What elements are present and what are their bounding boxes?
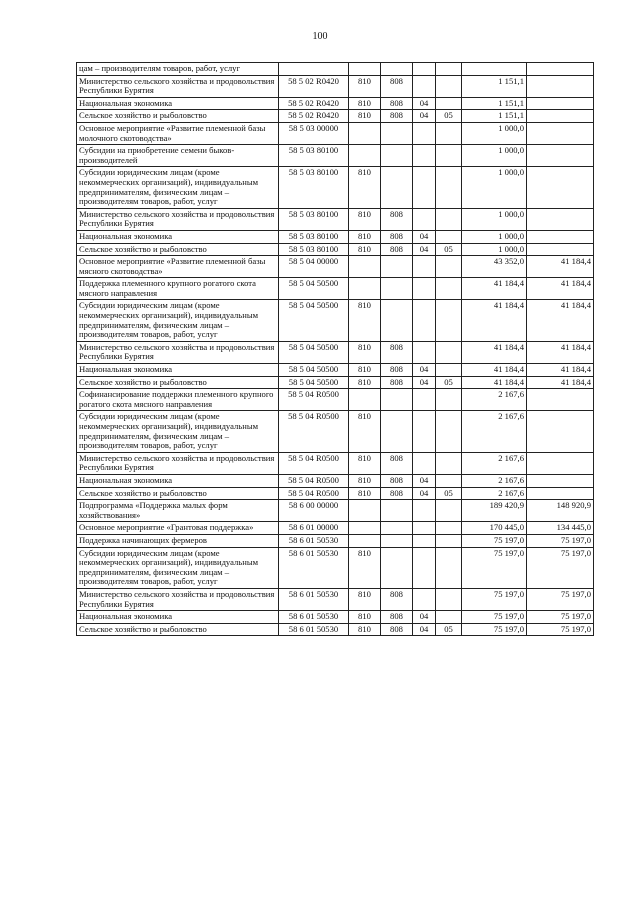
dept-cell bbox=[381, 300, 413, 341]
name-cell: Сельское хозяйство и рыболовство bbox=[77, 487, 279, 500]
amount-cell: 1 151,1 bbox=[462, 97, 527, 110]
table-row bbox=[77, 376, 594, 389]
amount-cell: 2 167,6 bbox=[462, 411, 527, 452]
dept-cell bbox=[381, 167, 413, 208]
amount-cell: 41 184,4 bbox=[462, 278, 527, 300]
grbs-cell: 810 bbox=[349, 243, 381, 256]
name-cell: Сельское хозяйство и рыболовство bbox=[77, 376, 279, 389]
section-cell bbox=[413, 300, 436, 341]
amount-next-cell bbox=[527, 75, 594, 97]
code-cell: 58 5 04 R0500 bbox=[279, 452, 349, 474]
amount-next-cell bbox=[527, 452, 594, 474]
grbs-cell: 810 bbox=[349, 167, 381, 208]
grbs-cell: 810 bbox=[349, 75, 381, 97]
section-cell: 04 bbox=[413, 230, 436, 243]
name-cell: Министерство сельского хозяйства и продовольствия Республики Бурятия bbox=[77, 588, 279, 610]
code-cell: 58 6 01 50530 bbox=[279, 611, 349, 624]
subsection-cell bbox=[436, 63, 462, 76]
code-cell: 58 5 04 R0500 bbox=[279, 487, 349, 500]
grbs-cell: 810 bbox=[349, 474, 381, 487]
grbs-cell: 810 bbox=[349, 547, 381, 588]
name-cell: Поддержка племенного крупного рогатого скота мясного направления bbox=[77, 278, 279, 300]
name-cell: Министерство сельского хозяйства и продовольствия Республики Бурятия bbox=[77, 208, 279, 230]
amount-cell: 75 197,0 bbox=[462, 547, 527, 588]
name-cell: цам – производителям товаров, работ, услуг bbox=[77, 63, 279, 76]
page-number: 100 bbox=[312, 31, 328, 42]
amount-next-cell bbox=[527, 411, 594, 452]
amount-cell: 1 151,1 bbox=[462, 110, 527, 123]
amount-next-cell: 41 184,4 bbox=[527, 376, 594, 389]
code-cell: 58 5 04 00000 bbox=[279, 256, 349, 278]
amount-cell: 2 167,6 bbox=[462, 389, 527, 411]
table-row bbox=[77, 500, 594, 522]
amount-cell: 1 000,0 bbox=[462, 243, 527, 256]
name-cell: Софинансирование поддержки племенного крупного рогатого скота мясного направления bbox=[77, 389, 279, 411]
grbs-cell: 810 bbox=[349, 364, 381, 377]
code-cell: 58 5 03 80100 bbox=[279, 208, 349, 230]
table-body bbox=[77, 63, 594, 636]
table-row bbox=[77, 230, 594, 243]
name-cell: Субсидии юридическим лицам (кроме некоммерческих организаций), индивидуальным предпринимателям, физическим лицам – производителям товаров, работ, услуг bbox=[77, 547, 279, 588]
dept-cell bbox=[381, 522, 413, 535]
amount-cell: 2 167,6 bbox=[462, 474, 527, 487]
code-cell: 58 5 03 80100 bbox=[279, 230, 349, 243]
subsection-cell bbox=[436, 230, 462, 243]
dept-cell bbox=[381, 278, 413, 300]
name-cell: Национальная экономика bbox=[77, 611, 279, 624]
dept-cell: 808 bbox=[381, 97, 413, 110]
amount-cell: 75 197,0 bbox=[462, 611, 527, 624]
name-cell: Национальная экономика bbox=[77, 474, 279, 487]
dept-cell: 808 bbox=[381, 474, 413, 487]
amount-cell: 1 000,0 bbox=[462, 230, 527, 243]
amount-next-cell: 41 184,4 bbox=[527, 278, 594, 300]
grbs-cell: 810 bbox=[349, 110, 381, 123]
name-cell: Национальная экономика bbox=[77, 230, 279, 243]
code-cell: 58 5 04 50500 bbox=[279, 278, 349, 300]
table-row bbox=[77, 534, 594, 547]
amount-next-cell bbox=[527, 487, 594, 500]
grbs-cell bbox=[349, 278, 381, 300]
dept-cell: 808 bbox=[381, 75, 413, 97]
table-row bbox=[77, 411, 594, 452]
table-row bbox=[77, 341, 594, 363]
amount-next-cell bbox=[527, 230, 594, 243]
amount-next-cell: 75 197,0 bbox=[527, 547, 594, 588]
amount-cell: 170 445,0 bbox=[462, 522, 527, 535]
subsection-cell bbox=[436, 278, 462, 300]
amount-cell: 2 167,6 bbox=[462, 452, 527, 474]
name-cell: Министерство сельского хозяйства и продовольствия Республики Бурятия bbox=[77, 341, 279, 363]
subsection-cell bbox=[436, 522, 462, 535]
table-row bbox=[77, 122, 594, 144]
section-cell bbox=[413, 389, 436, 411]
grbs-cell bbox=[349, 122, 381, 144]
dept-cell: 808 bbox=[381, 452, 413, 474]
amount-cell: 75 197,0 bbox=[462, 623, 527, 636]
grbs-cell: 810 bbox=[349, 230, 381, 243]
grbs-cell bbox=[349, 256, 381, 278]
grbs-cell: 810 bbox=[349, 376, 381, 389]
dept-cell: 808 bbox=[381, 487, 413, 500]
name-cell: Основное мероприятие «Развитие племенной базы молочного скотоводства» bbox=[77, 122, 279, 144]
dept-cell bbox=[381, 534, 413, 547]
code-cell: 58 5 04 50500 bbox=[279, 376, 349, 389]
amount-cell: 75 197,0 bbox=[462, 534, 527, 547]
amount-next-cell: 75 197,0 bbox=[527, 534, 594, 547]
table-row bbox=[77, 97, 594, 110]
amount-cell: 75 197,0 bbox=[462, 588, 527, 610]
code-cell: 58 5 04 R0500 bbox=[279, 411, 349, 452]
amount-next-cell: 134 445,0 bbox=[527, 522, 594, 535]
code-cell: 58 5 02 R0420 bbox=[279, 75, 349, 97]
dept-cell: 808 bbox=[381, 588, 413, 610]
dept-cell bbox=[381, 122, 413, 144]
code-cell: 58 5 03 80100 bbox=[279, 145, 349, 167]
name-cell: Сельское хозяйство и рыболовство bbox=[77, 110, 279, 123]
section-cell: 04 bbox=[413, 623, 436, 636]
grbs-cell bbox=[349, 500, 381, 522]
subsection-cell bbox=[436, 452, 462, 474]
dept-cell bbox=[381, 547, 413, 588]
amount-next-cell bbox=[527, 145, 594, 167]
table-row bbox=[77, 208, 594, 230]
section-cell: 04 bbox=[413, 611, 436, 624]
amount-next-cell: 41 184,4 bbox=[527, 256, 594, 278]
section-cell: 04 bbox=[413, 487, 436, 500]
grbs-cell: 810 bbox=[349, 623, 381, 636]
table-row bbox=[77, 110, 594, 123]
grbs-cell: 810 bbox=[349, 452, 381, 474]
dept-cell: 808 bbox=[381, 376, 413, 389]
table-row bbox=[77, 145, 594, 167]
table-row bbox=[77, 389, 594, 411]
dept-cell bbox=[381, 411, 413, 452]
subsection-cell bbox=[436, 547, 462, 588]
amount-next-cell bbox=[527, 474, 594, 487]
amount-cell: 1 000,0 bbox=[462, 122, 527, 144]
subsection-cell bbox=[436, 97, 462, 110]
subsection-cell bbox=[436, 256, 462, 278]
dept-cell bbox=[381, 389, 413, 411]
amount-cell: 41 184,4 bbox=[462, 364, 527, 377]
code-cell: 58 6 01 50530 bbox=[279, 623, 349, 636]
grbs-cell bbox=[349, 389, 381, 411]
table-row bbox=[77, 474, 594, 487]
section-cell bbox=[413, 256, 436, 278]
code-cell: 58 5 03 80100 bbox=[279, 243, 349, 256]
table-row bbox=[77, 364, 594, 377]
name-cell: Министерство сельского хозяйства и продовольствия Республики Бурятия bbox=[77, 75, 279, 97]
budget-table bbox=[76, 62, 594, 636]
amount-next-cell: 148 920,9 bbox=[527, 500, 594, 522]
section-cell: 04 bbox=[413, 474, 436, 487]
name-cell: Сельское хозяйство и рыболовство bbox=[77, 623, 279, 636]
table-row bbox=[77, 623, 594, 636]
table-row bbox=[77, 522, 594, 535]
code-cell: 58 5 02 R0420 bbox=[279, 110, 349, 123]
section-cell bbox=[413, 75, 436, 97]
amount-next-cell bbox=[527, 389, 594, 411]
grbs-cell: 810 bbox=[349, 611, 381, 624]
grbs-cell bbox=[349, 63, 381, 76]
name-cell: Основное мероприятие «Развитие племенной базы мясного скотоводства» bbox=[77, 256, 279, 278]
amount-cell: 43 352,0 bbox=[462, 256, 527, 278]
dept-cell bbox=[381, 63, 413, 76]
section-cell bbox=[413, 534, 436, 547]
subsection-cell bbox=[436, 364, 462, 377]
amount-cell: 41 184,4 bbox=[462, 300, 527, 341]
amount-cell: 1 000,0 bbox=[462, 145, 527, 167]
name-cell: Подпрограмма «Поддержка малых форм хозяйствования» bbox=[77, 500, 279, 522]
table-row bbox=[77, 547, 594, 588]
section-cell bbox=[413, 122, 436, 144]
grbs-cell: 810 bbox=[349, 208, 381, 230]
subsection-cell bbox=[436, 611, 462, 624]
name-cell: Национальная экономика bbox=[77, 364, 279, 377]
dept-cell: 808 bbox=[381, 341, 413, 363]
subsection-cell bbox=[436, 389, 462, 411]
section-cell bbox=[413, 411, 436, 452]
name-cell: Основное мероприятие «Грантовая поддержка» bbox=[77, 522, 279, 535]
code-cell: 58 5 04 50500 bbox=[279, 300, 349, 341]
subsection-cell bbox=[436, 588, 462, 610]
name-cell: Поддержка начинающих фермеров bbox=[77, 534, 279, 547]
grbs-cell: 810 bbox=[349, 341, 381, 363]
subsection-cell: 05 bbox=[436, 110, 462, 123]
amount-next-cell: 41 184,4 bbox=[527, 341, 594, 363]
dept-cell: 808 bbox=[381, 623, 413, 636]
grbs-cell bbox=[349, 534, 381, 547]
amount-next-cell bbox=[527, 110, 594, 123]
subsection-cell: 05 bbox=[436, 243, 462, 256]
table-row bbox=[77, 256, 594, 278]
grbs-cell: 810 bbox=[349, 588, 381, 610]
section-cell bbox=[413, 588, 436, 610]
subsection-cell bbox=[436, 145, 462, 167]
subsection-cell bbox=[436, 341, 462, 363]
code-cell: 58 6 00 00000 bbox=[279, 500, 349, 522]
dept-cell: 808 bbox=[381, 364, 413, 377]
subsection-cell bbox=[436, 411, 462, 452]
name-cell: Субсидии юридическим лицам (кроме некоммерческих организаций), индивидуальным предпринимателям, физическим лицам – производителям товаров, работ, услуг bbox=[77, 300, 279, 341]
section-cell bbox=[413, 547, 436, 588]
amount-cell: 1 000,0 bbox=[462, 167, 527, 208]
grbs-cell: 810 bbox=[349, 487, 381, 500]
code-cell: 58 5 04 50500 bbox=[279, 341, 349, 363]
amount-cell: 189 420,9 bbox=[462, 500, 527, 522]
table-row bbox=[77, 300, 594, 341]
code-cell: 58 5 04 50500 bbox=[279, 364, 349, 377]
table-row bbox=[77, 167, 594, 208]
amount-next-cell bbox=[527, 97, 594, 110]
name-cell: Сельское хозяйство и рыболовство bbox=[77, 243, 279, 256]
code-cell: 58 5 04 R0500 bbox=[279, 474, 349, 487]
table-row bbox=[77, 75, 594, 97]
code-cell: 58 6 01 00000 bbox=[279, 522, 349, 535]
dept-cell bbox=[381, 145, 413, 167]
amount-cell: 2 167,6 bbox=[462, 487, 527, 500]
amount-next-cell bbox=[527, 167, 594, 208]
section-cell: 04 bbox=[413, 97, 436, 110]
amount-next-cell: 41 184,4 bbox=[527, 300, 594, 341]
dept-cell: 808 bbox=[381, 208, 413, 230]
subsection-cell bbox=[436, 300, 462, 341]
name-cell: Субсидии на приобретение семени быков-производителей bbox=[77, 145, 279, 167]
subsection-cell bbox=[436, 75, 462, 97]
grbs-cell: 810 bbox=[349, 97, 381, 110]
section-cell bbox=[413, 167, 436, 208]
subsection-cell: 05 bbox=[436, 487, 462, 500]
dept-cell: 808 bbox=[381, 243, 413, 256]
grbs-cell: 810 bbox=[349, 300, 381, 341]
code-cell: 58 6 01 50530 bbox=[279, 588, 349, 610]
subsection-cell bbox=[436, 534, 462, 547]
amount-cell: 1 000,0 bbox=[462, 208, 527, 230]
grbs-cell: 810 bbox=[349, 411, 381, 452]
amount-next-cell bbox=[527, 243, 594, 256]
amount-cell: 41 184,4 bbox=[462, 376, 527, 389]
grbs-cell bbox=[349, 522, 381, 535]
amount-cell: 41 184,4 bbox=[462, 341, 527, 363]
amount-next-cell bbox=[527, 208, 594, 230]
section-cell: 04 bbox=[413, 110, 436, 123]
grbs-cell bbox=[349, 145, 381, 167]
dept-cell: 808 bbox=[381, 611, 413, 624]
dept-cell: 808 bbox=[381, 110, 413, 123]
amount-next-cell: 41 184,4 bbox=[527, 364, 594, 377]
section-cell: 04 bbox=[413, 364, 436, 377]
section-cell bbox=[413, 208, 436, 230]
amount-next-cell bbox=[527, 63, 594, 76]
dept-cell: 808 bbox=[381, 230, 413, 243]
name-cell: Субсидии юридическим лицам (кроме некоммерческих организаций), индивидуальным предпринимателям, физическим лицам – производителям товаров, работ, услуг bbox=[77, 411, 279, 452]
amount-next-cell: 75 197,0 bbox=[527, 623, 594, 636]
subsection-cell bbox=[436, 122, 462, 144]
amount-cell bbox=[462, 63, 527, 76]
section-cell bbox=[413, 278, 436, 300]
code-cell: 58 6 01 50530 bbox=[279, 534, 349, 547]
subsection-cell: 05 bbox=[436, 376, 462, 389]
name-cell: Министерство сельского хозяйства и продовольствия Республики Бурятия bbox=[77, 452, 279, 474]
table-row bbox=[77, 487, 594, 500]
dept-cell bbox=[381, 500, 413, 522]
code-cell: 58 5 02 R0420 bbox=[279, 97, 349, 110]
code-cell: 58 5 03 00000 bbox=[279, 122, 349, 144]
table-row bbox=[77, 588, 594, 610]
section-cell bbox=[413, 500, 436, 522]
subsection-cell bbox=[436, 474, 462, 487]
amount-cell: 1 151,1 bbox=[462, 75, 527, 97]
code-cell: 58 5 04 R0500 bbox=[279, 389, 349, 411]
amount-next-cell: 75 197,0 bbox=[527, 611, 594, 624]
name-cell: Национальная экономика bbox=[77, 97, 279, 110]
subsection-cell bbox=[436, 167, 462, 208]
name-cell: Субсидии юридическим лицам (кроме некоммерческих организаций), индивидуальным предпринимателям, физическим лицам – производителям товаров, работ, услуг bbox=[77, 167, 279, 208]
amount-next-cell: 75 197,0 bbox=[527, 588, 594, 610]
table-row bbox=[77, 452, 594, 474]
subsection-cell bbox=[436, 208, 462, 230]
table-row bbox=[77, 243, 594, 256]
table-row bbox=[77, 63, 594, 76]
subsection-cell bbox=[436, 500, 462, 522]
amount-next-cell bbox=[527, 122, 594, 144]
section-cell: 04 bbox=[413, 376, 436, 389]
code-cell: 58 6 01 50530 bbox=[279, 547, 349, 588]
section-cell bbox=[413, 145, 436, 167]
section-cell: 04 bbox=[413, 243, 436, 256]
section-cell bbox=[413, 522, 436, 535]
section-cell bbox=[413, 452, 436, 474]
section-cell bbox=[413, 341, 436, 363]
table-row bbox=[77, 611, 594, 624]
table-row bbox=[77, 278, 594, 300]
subsection-cell: 05 bbox=[436, 623, 462, 636]
code-cell bbox=[279, 63, 349, 76]
dept-cell bbox=[381, 256, 413, 278]
section-cell bbox=[413, 63, 436, 76]
code-cell: 58 5 03 80100 bbox=[279, 167, 349, 208]
